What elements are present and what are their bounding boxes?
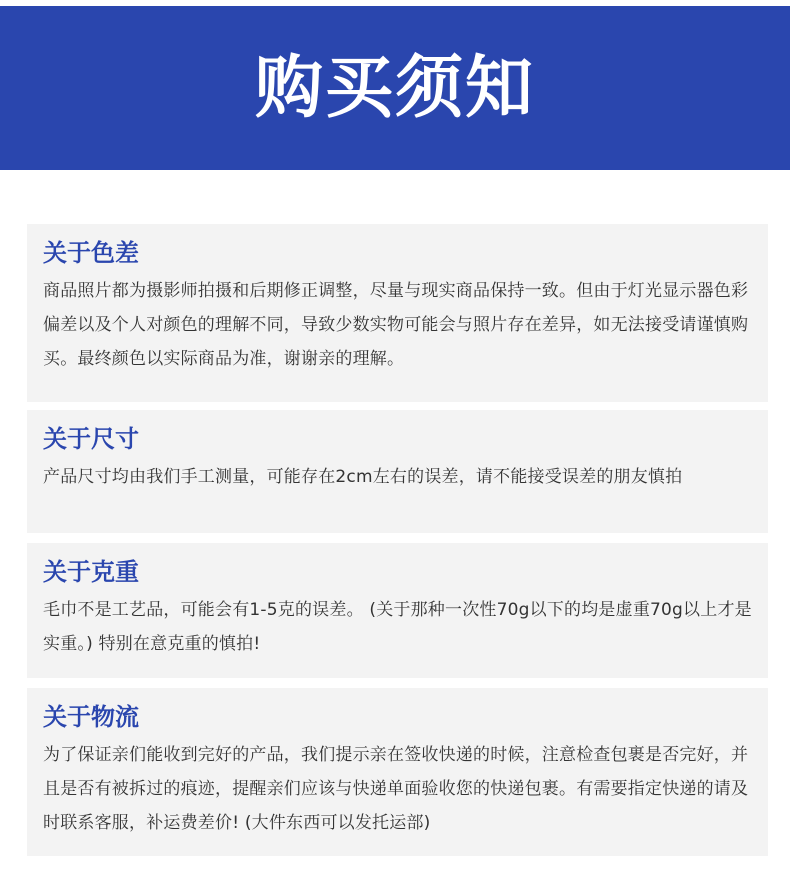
section-body: 产品尺寸均由我们手工测量，可能存在2cm左右的误差，请不能接受误差的朋友慎拍	[43, 467, 683, 487]
section-title: 关于克重	[43, 557, 139, 586]
section-title: 关于色差	[43, 238, 139, 267]
section-logistics	[27, 688, 768, 856]
section-title: 关于尺寸	[43, 424, 139, 453]
header-banner	[0, 6, 790, 170]
section-title: 关于物流	[43, 702, 139, 731]
section-body: 为了保证亲们能收到完好的产品，我们提示亲在签收快递的时候，注意检查包裹是否完好，并且是否有被拆过的痕迹，提醒亲们应该与快递单面验收您的快递包裹。有需要指定快递的请及时联系客服，补运费差价! (大件东西可以发托运部)	[43, 745, 749, 833]
section-body: 毛巾不是工艺品，可能会有1-5克的误差。 (关于那种一次性70g以下的均是虚重70g以上才是实重。) 特别在意克重的慎拍!	[43, 600, 752, 654]
section-body: 商品照片都为摄影师拍摄和后期修正调整，尽量与现实商品保持一致。但由于灯光显示器色彩偏差以及个人对颜色的理解不同，导致少数实物可能会与照片存在差异，如无法接受请谨慎购买。最终颜色以实际商品为准，谢谢亲的理解。	[43, 281, 749, 369]
section-color-difference	[27, 224, 768, 402]
section-weight	[27, 543, 768, 678]
page-title: 购买须知	[254, 48, 535, 128]
section-size	[27, 410, 768, 533]
